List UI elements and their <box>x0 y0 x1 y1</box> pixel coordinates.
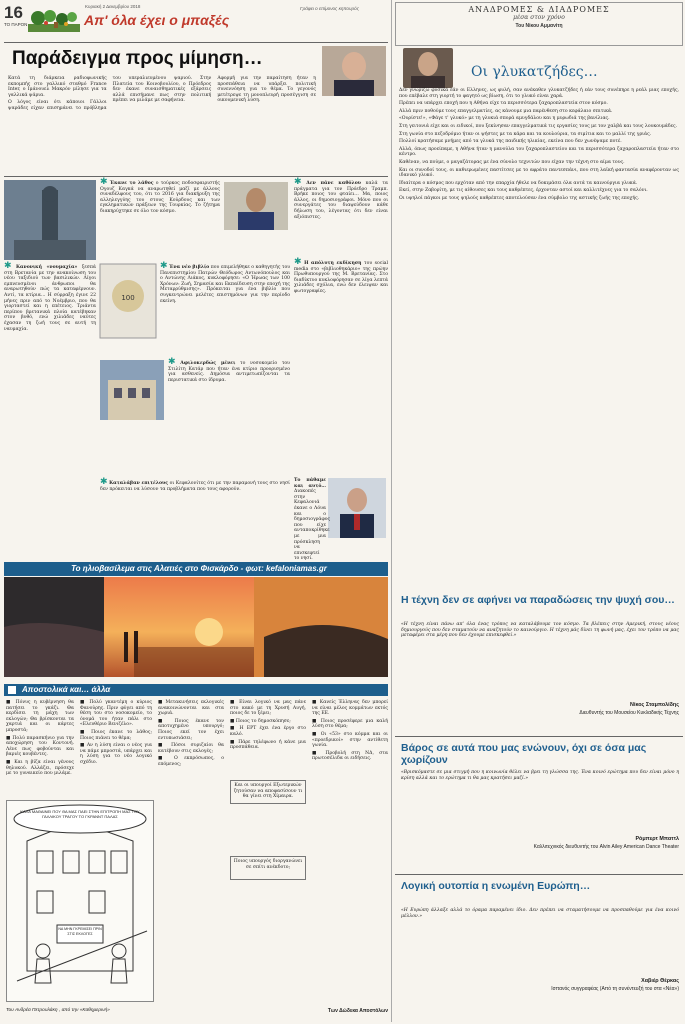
cartoon <box>6 800 154 1002</box>
lead-body: Κατά τη διάρκεια ραδιοφωνικής εκπομπής στο γαλλικό σταθμό France Inter, ο Ιμάνουελ Μακρόν μίλησε για τα γαλλικά ψάρια. Ο λόγος είναι ότι κάποιοι Γάλλοι ψαράδες είχαν επισημάνει το πρόβλημα του υπεραλιευμένου ψαριού. Στην Πλατεία του Κοινοβουλίου, ο Πρόεδρος δεν έκανε συναισθηματικές εξάρσεις αλλά επισήμανε πως στην πολιτική πρέπει να μιλάμε με σαφήνεια. Αφορμή για την παραίτηση ήταν η προσπάθεια να υπάρξει πολιτική συνεννόηση για το θέμα. Το γεγονός μετέτρεψε τη μονοπλευρή προσέγγιση σε οικουμενική λύση. <box>8 76 316 111</box>
quote-role: Καλλιτεχνικός διευθυντής του Alvin Ailey American Dance Theater <box>533 844 679 850</box>
column-series-sub: μέσα στον χρόνο <box>513 14 565 21</box>
star-icon: ✱ <box>294 177 302 187</box>
star-icon: ✱ <box>294 257 302 267</box>
square-icon <box>8 686 16 694</box>
apostolika-col: ■ Μετακινήσεις εκλογικές ανακοινώνονται και στα χωριά. ■ Ποιος έκανε τον αποτυχημένο υπουργό; Ποιος εκεί τον έχει εντυπωσιάσει; ■ Πόσοι συριζαίοι θα κατέβουν στις εκλογές; ■ Ο εκπρόσωπος, ο επόμενος; <box>158 700 224 767</box>
quote-body: «Βρισκόμαστε σε μια στιγμή που η κοινωνία θέλει να βρει τη γλώσσα της. Ένα κοινό ερώτημα που δεν είναι μόνο η κρίση αλλά και το ερώτημα τι θα μας κρατήσει μαζί.» <box>401 770 679 781</box>
column-section <box>395 2 683 588</box>
author-portrait <box>403 48 453 88</box>
photo-caption: Το ηλιοβασίλεμα στις Αλατιές στο Φισκάρδο - φωτ: kefaloniamas.gr <box>71 564 327 573</box>
quote-body: «Η τέχνη είναι πάνω απ' όλα ένας τρόπος να καταλάβουμε τον κόσμο. Τα βλέπεις στην Αμερική, στους νέους δημιουργούς που δεν σταματούν να αναζητούν το καινούργιο. Η τέχνη μάς δίνει τη φωνή μας, έχει τον τρόπο να μας μεταφέρει στα μέρη που δεν έχουμε επισκεφθεί.» <box>401 622 679 639</box>
quote-author: Χαβιέρ Θέρκας <box>641 978 679 984</box>
items-column-mid <box>100 177 290 560</box>
page-number: 16 <box>4 3 23 22</box>
apostolika-box: Ποιος υπουργός διοργανώνει σε σπίτι ανέκδοτο; <box>230 856 306 880</box>
sunset-photo <box>4 577 388 677</box>
list-item: ✱ Έκανε το λάθος ο τούρκος ποδοσφαιριστής Ογουζ Καγκά να αναρωτηθεί μαζί με άλλους συναδέλφους του, ότι το 2016 για διακήρυξη της αλληλεγγύης του στους Κούρδους και των εγκληματικών πράξεων της Τουρκίας. Το ζήτημα διακηρύχτηκε σε όλο τον κόσμο. <box>100 177 221 214</box>
lead-portrait <box>322 46 386 96</box>
quote-role: Διευθυντής του Μουσείου Κυκλαδικής Τέχνης <box>579 710 679 716</box>
svg-text:100: 100 <box>121 294 135 302</box>
column-body: Δεν γνωρίζω φυσικά εάν οι Ελληνες, ως φυλή, σαν ανέκαθεν γλυκατζήδες ή εάν τους συνέπηρε η ρεάλ μιας εποχής, που επέβαλε στη γιορτή το φαγητό ως βίωση, ότι το γλυκό είναι χαρά. Πρέπει να υπάρχει εποχή που η Αθήνα είχε τα περισσότερα ζαχαροπλαστεία στον κόσμο. Αλλά πριν ποθούμε τους επαγγελματίες, ας κάνουμε μια παρένθεση στο κεφάλαιο σπιτικά. «Ουρίστε!», «Φάγε τ' γλυκό» με τη γλυκιά σπορά αμυγδάλου και η μυρωδιά της βανίλιας. Στη γειτονιά είχε και οι ειδικοί, που ξεκίνησαν επαγγελματικά τις εργασίες τους με τον χαλβά και τους λουκουμάδες. Στη γωνία στο πεζοδρόμιο ήταν οι ψήστες με τα κάρα και τα κουλούρια, τα σιμίτια και το μαλλί της γριάς. Πολλοί κρατήσαμε μνήμες από τα γλυκά της παιδικής ηλικίας, εκείνα που δεν χωνέψαμε ποτέ. Αλλά, όπως προείπαμε, η Αθήνα ήταν η μανούλα του ζαχαροπλαστείου και τα περισσότερα ζαχαροπλαστεία ήταν στο κέντρο. Καθέναν, να πούμε, ο μαγαζάτορας με ένα σύνολο τεχνιτών που είχαν την τέχνη στο αίμα τους. Και οι συνοδοί τους, οι καθιερωμένες παστίτσες με το αφράτο παντεσπάνι, που στη λαϊκή φαντασία αναφέρονταν ως ιδανικό γλυκό. Ιδιαίτερα ο κόσμος που ερχόταν από την επαρχία ήθελε να δοκιμάσει όλα αυτά τα καινούργια γλυκά. Εκεί, στην Ζαβορίτη, με τις αίθουσες και τους καθρέπτες, έρχονταν αστοί και καλλιτέχνες για το σαλόνι. Οι υψηλοί πάγκοι με τους ψηλούς καθρέπτες αποτελούσαν ένα σύμβολο της αστικής ζωής της εποχής. <box>399 88 679 201</box>
apostolika-signature: Των Δώδεκα Αποστόλων <box>327 1008 388 1014</box>
column-title: Οι γλυκατζήδες… <box>471 64 598 80</box>
apostolika-col: ■ Πόνυς η κυβέρνηση θα πατήσει το γκάζι. Θα κερδίσει τη μάχη των εκλογών; Θα βρίσκονται τα χαρτιά και οι κάρτες μπροστά; ■ Πολύ παρασκήνιο για την αποχώρηση του Κοντονή. Λένε πως φοβούνται και βαριές κουβέντες. ■ Και η βίζα είναι γένους θηλυκού. Αλλάζει, πρόσεχε με το γυναικείο που μιλάμε. <box>6 700 74 777</box>
section-title: Απ' όλα έχει ο μπαξές <box>84 12 230 28</box>
cartoon-credit: Του Ανδρέα Πετρουλάκη , από την «Καθημερινή» <box>6 1008 110 1013</box>
lead-title: Παράδειγμα προς μίμηση… <box>12 48 263 69</box>
header-date: Κυριακή 2 Δεκεμβρίου 2018 <box>85 4 141 9</box>
list-item: ✱ Κανονική «νουμαχία» ξεσπά στη Βρετανία με την ανακοίνωση του νέου ταξιδιού των βασιλικών. Λίγοι εμπνευσμένοι άνθρωποι θα αναρωτηθούν πώς τα καταφέρνουν. Αντί, τα κτίρια… Η σύρραξη έγινε 22 μήνες πριν από το Νοέμβριο, που θα γιορταστεί και η επέτειος. Τριάντα περίπου βρετανικά πλοία κατέβηκαν στον βυθό, ενώ χιλιάδες ναύτες έχασαν τη ζωή τους σε αυτή τη ναυμαχία. <box>4 261 96 332</box>
quote-title: Λογική ουτοπία η ενωμένη Ευρώπη… <box>401 880 591 892</box>
star-icon: ✱ <box>4 261 12 271</box>
photo-caption-bar <box>4 562 388 576</box>
section-sub: ΤΟ ΠΑΡΟΝ <box>4 22 28 27</box>
list-item: ✱ Δεν πάνε καθόλου καλά τα πράγματα για τον Πρόεδρο Τραμπ. Βρήκε ποιος του φταίει… Μα, ποιος άλλος, οι δημοσιογράφοι. Μόνο που οι συνεργάτες του διαψεύδουν κάθε δήλωση του, λέγοντας ότι δεν είναι αξιόπιστες. <box>294 177 389 220</box>
apostolika-title: Αποστολικά και… άλλα <box>22 685 111 694</box>
item-photo-statue <box>4 180 96 260</box>
quote-role: Ισπανός συγγραφέας (Από τη συνέντευξή του στα «Νέα») <box>551 986 679 992</box>
apostolika-col: ■ Πολύ γκαντέμη ο κύριος Φανούρης. Πριν φύγει από τη θέση του στο νοσοκομείο, το όνομά του ήταν πάλι στο «Ελευθέριο Βενιζέλο». ■ Ποιος έκανε το λάθος; Ποιος πιάνει το θέμα; ■ Αν η λύση είναι ο νέος για να πάμε μπροστά, υπάρχει και η λύση για το νέο λογικό σχέδιο. <box>80 700 152 765</box>
apostolika-col: ■ Κανείς Έλληνας δεν μπορεί να είναι μέλος κομμάτων εκτός της ΕΕ. ■ Ποιος προσέφερε μια καλή λύση στο θέμα; ■ Οι «53» στο κόμμα και οι «προεδρικοί» στην αντίθετη γωνία. ■ Προβολή στη ΝΔ, στα πρωτοσέλιδα οι ειδήσεις. <box>312 700 388 762</box>
list-item: ✱ Καταλάβαν επιτέλους οι Κεφαλονίτες ότι με την παραμονή τους στο νησί δεν πρόκειται να λύσουν τα προβλήματα που τους αφορούν. <box>100 477 290 492</box>
apostolika-col: ■ Είναι λογικό να μας πάνε στο κακό με τη Χρυσή Αυγή, ποιος δε το ξέρει; ■ Ποιος το δημοσκόπησε; ■ Η ΕΡΤ έχει ένα έργο στο καλό. ■ Πάρε τηλέφωνο ή κάνε μια προσπάθεια. <box>230 700 306 751</box>
column-series-title: ΑΝΑΔΡΟΜΕΣ & ΔΙΑΔΡΟΜΕΣ <box>468 5 610 14</box>
quote-block <box>395 592 683 734</box>
star-icon: ✱ <box>168 357 176 367</box>
items-column-right <box>294 177 389 562</box>
quote-body: «Η Ευρώπη άλλαξε αλλά το όραμα παραμένει ίδιο. Δεν πρέπει να σταματήσουμε να προσπαθούμε για ένα κοινό μέλλον.» <box>401 908 679 919</box>
header-note: Γράφει ο επίμονος κηπουρός <box>300 6 359 11</box>
quote-title: Βάρος σε αυτά που μας ενώνουν, όχι σε όσα μας χωρίζουν <box>401 742 647 766</box>
list-item: ✱ Η απόλυτη εκδίκηση του social media στο «βιβλιοθηκάριο» της πρώην Πρωθυπουργού της Μ. Βρετανίας. Στο διαδίκτυο κυκλοφόρησαν σε λίγα λεπτά χιλιάδες σχόλια, ενώ δεν έλειψαν και φωτογραφίες. <box>294 257 389 294</box>
star-icon: ✱ <box>100 177 108 187</box>
star-icon: ✱ <box>100 477 108 487</box>
quote-author: Ρόμπερτ Μπαττλ <box>635 836 679 842</box>
item-photo-player <box>224 182 288 230</box>
quote-author: Νίκος Σταμπολίδης <box>630 702 679 708</box>
apostolika-box: Και οι υπουργοί Εξωτερικών ζητούσαν να αποφασίσουν τι θα γίνει στη Χίμαιρα. <box>230 780 306 804</box>
column-author: Του Νίκου Αμμανίτη <box>515 23 563 29</box>
item-photo-building <box>100 360 164 420</box>
list-item: Το πάθαμε και αυτό… Διακοπές στην Κεφαλονιά έκανε ο Λόυα και ο δημοσιογράφος που είχε ανταποκρίθηκε με μια πρόσκληση να επισκεφτεί το νησί. <box>294 478 331 562</box>
list-item: ✱ Αφιλοκερδώς μένει το νοσοκομείο του Στιλίτη Κατάρ που ήταν ένα κτίριο προορισμένο για ασθενείς. Δημόσια αντιμετωπίζονται τα περιστατικά στο ίδρυμα. <box>168 357 290 383</box>
lead-article <box>4 44 388 176</box>
apostolika-header <box>4 684 388 696</box>
garden-illustration <box>28 6 80 32</box>
item-book-cover <box>100 264 156 338</box>
list-item: ✱ Ένα νέο βιβλίο που επιμελήθηκε ο καθηγητής του Πανεπιστημίου Πατρών Θεόδωρος Αντωνόπουλος και ο Αντώνης Λιάκος, κυκλοφόρησε: «Ο Ήρωας των 100 Χρόνων: Ζωή, Σημασία και Εκπαίδευση στην εποχή της Μεταρρύθμισης». Πρόκειται για ένα βιβλίο που συγκεντρώνει μελέτες επιστημόνων για την περίοδο εκείνη. <box>160 261 290 304</box>
cartoon-sign: ΝΑ ΜΗΝ ΓΚΡΕΜΙΣΕΙ ΠΡΙΝ ΣΤΙΣ ΕΚΛΟΓΕΣ <box>58 927 102 936</box>
cartoon-speech: ΚΑΛΑ ΜΑΘΑΙΝΕΙ ΠΟΥ ΘΑ ΜΑΣ ΠΑΕΙ ΣΤΗΝ ΕΠΙΤΡΟΠΗ ΜΑΣ ΤΟΥ ΓΑΛΛΙΚΟΥ ΤΡΑΓΟΥ ΤΟ ΓΚΡΑΝΝΤ ΠΑΛΑΣ <box>20 809 140 819</box>
star-icon: ✱ <box>160 261 168 271</box>
quote-block <box>395 878 683 1022</box>
items-column-left <box>4 180 96 560</box>
quote-title: Η τέχνη δεν σε αφήνει να παραδώσεις την ψυχή σου… <box>401 594 675 606</box>
quote-block <box>395 740 683 872</box>
item-photo-politician <box>328 478 386 538</box>
